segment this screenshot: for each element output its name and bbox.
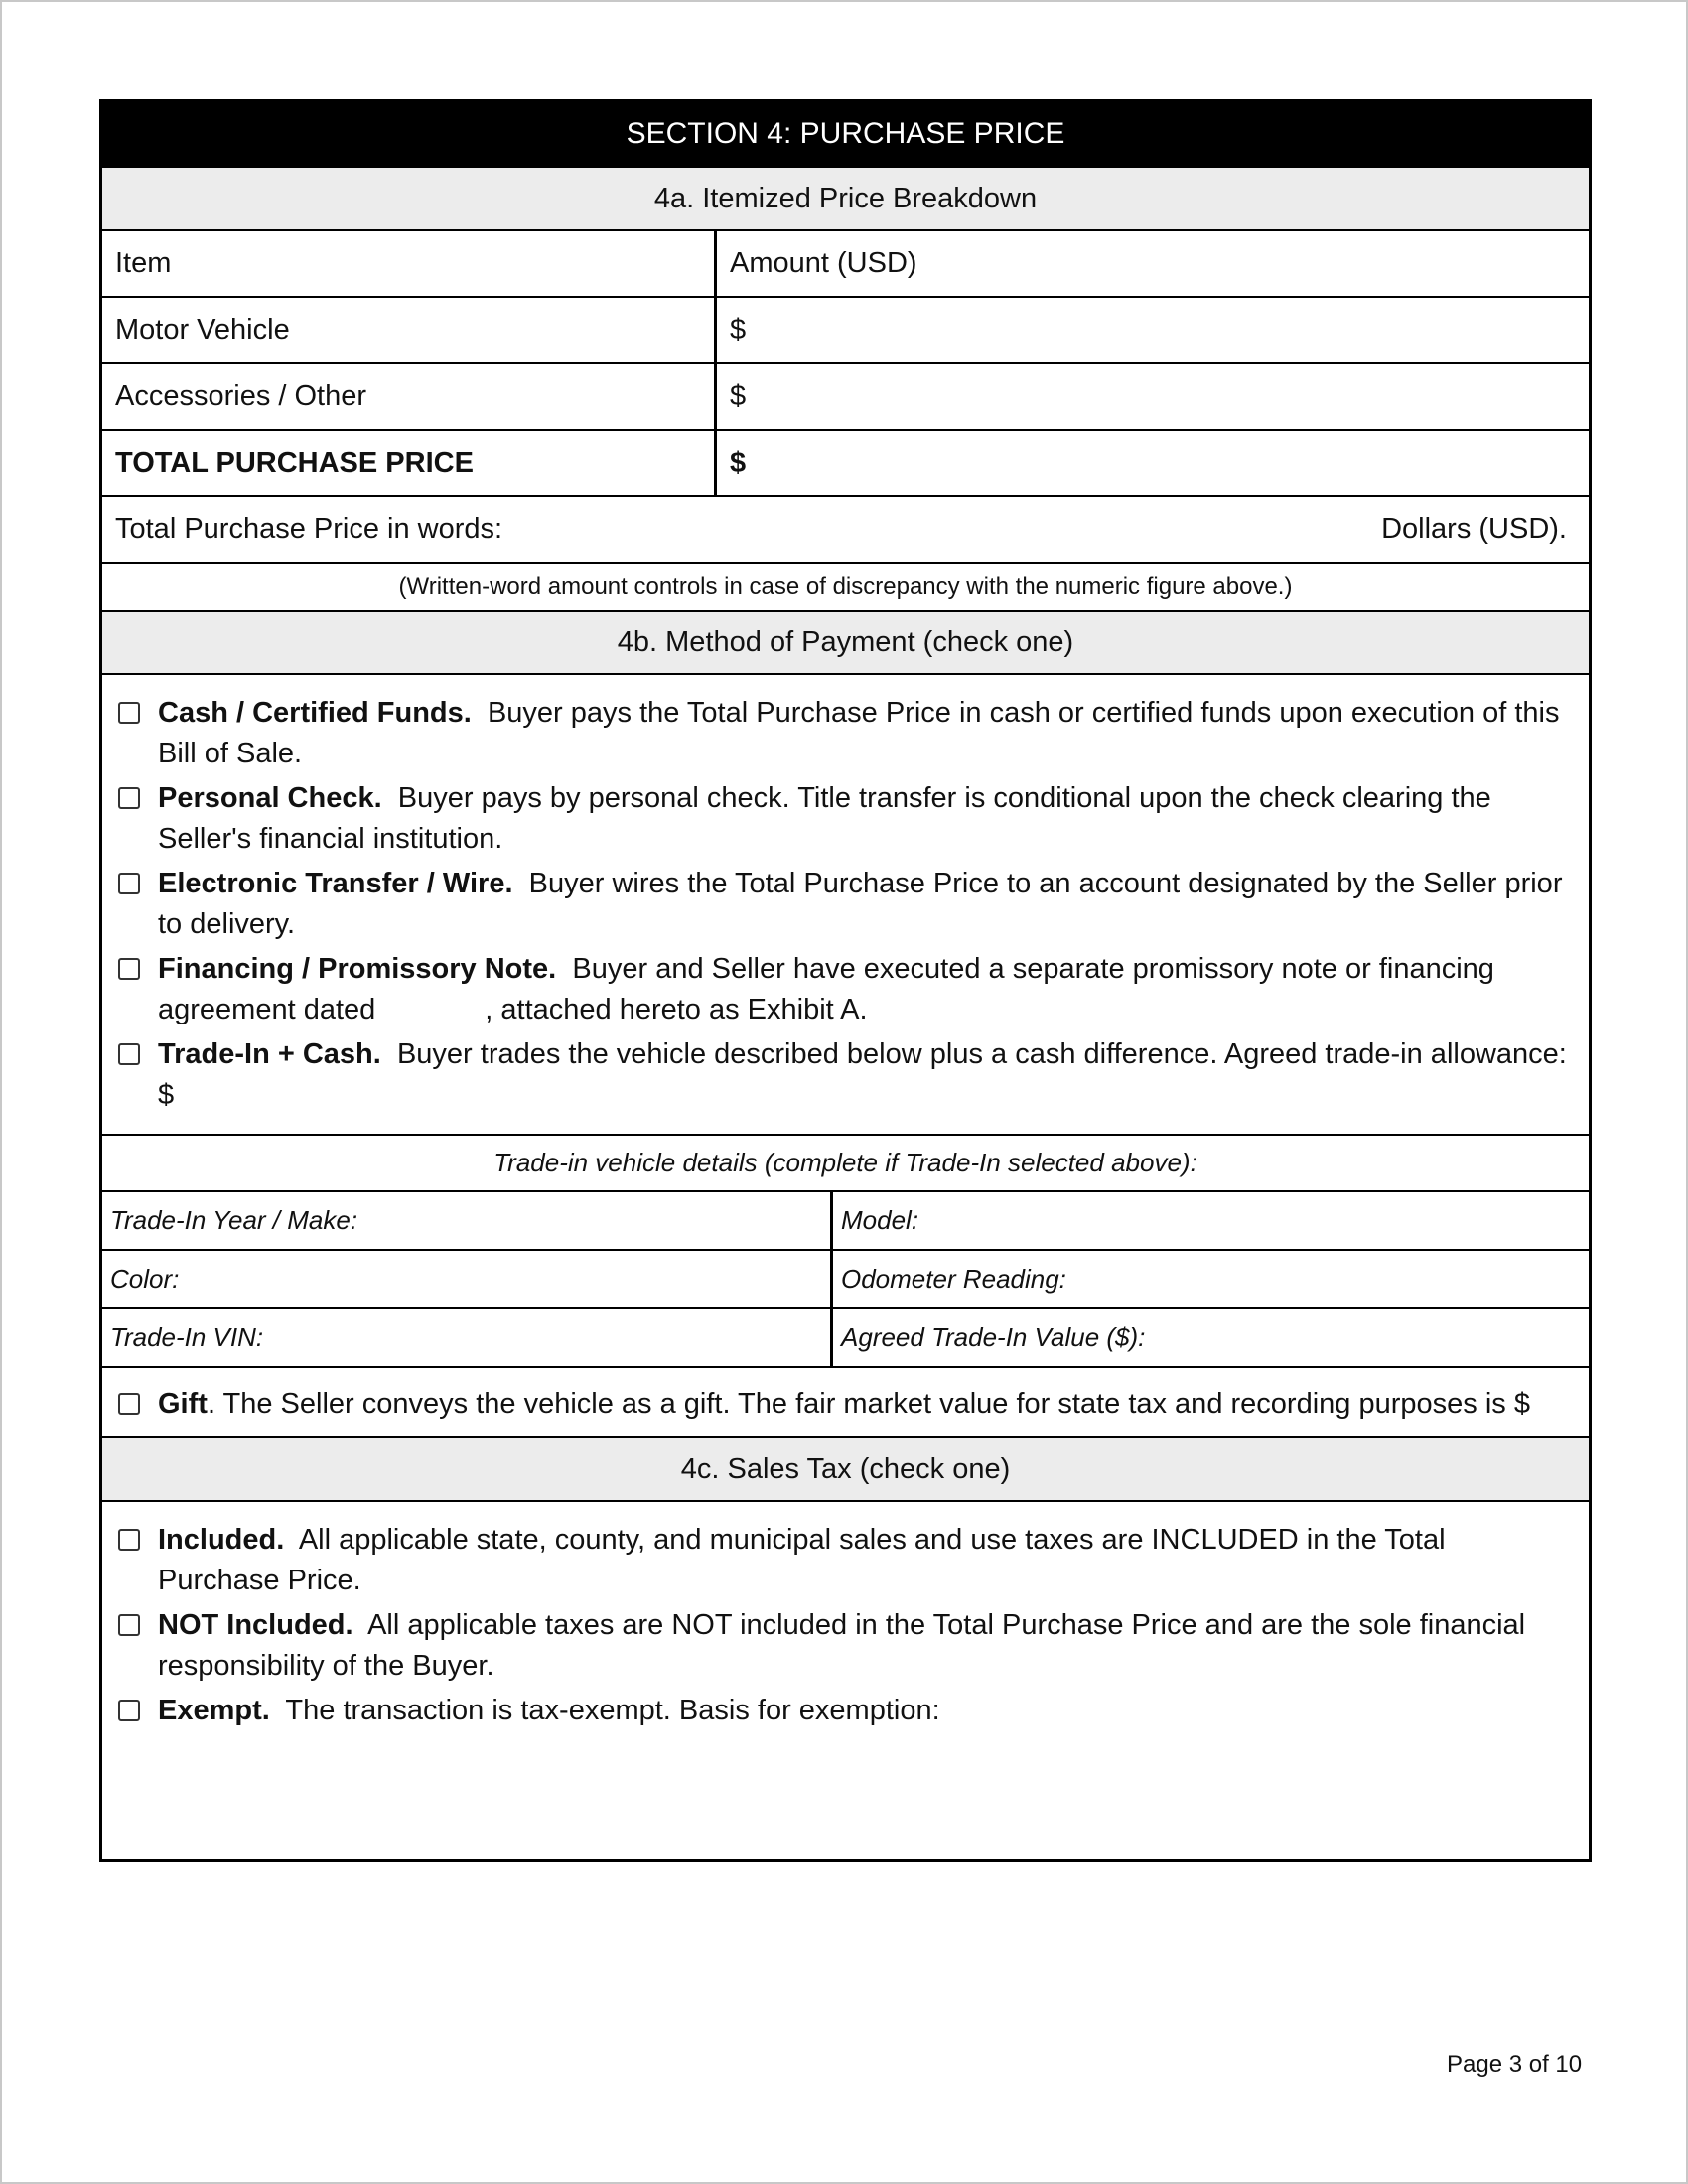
- option-label: Personal Check.: [158, 782, 382, 814]
- payment-heading: 4b. Method of Payment (check one): [102, 610, 1589, 673]
- purchase-price-form: [99, 99, 1592, 1862]
- sales-tax-options: [102, 1500, 1589, 1859]
- payment-option-trade-in: [118, 1034, 1575, 1116]
- option-label: Trade-In + Cash.: [158, 1038, 381, 1070]
- amount-column-header: Amount (USD): [730, 247, 917, 279]
- tax-option-included: [118, 1520, 1575, 1601]
- amount-field[interactable]: $: [730, 380, 747, 412]
- gift-option-row: [102, 1366, 1589, 1436]
- checkbox[interactable]: [118, 1529, 140, 1551]
- checkbox[interactable]: [118, 1700, 140, 1721]
- itemized-header-row: [102, 229, 1589, 296]
- discrepancy-note: (Written-word amount controls in case of discrepancy with the numeric figure above.): [102, 562, 1589, 610]
- sales-tax-heading: 4c. Sales Tax (check one): [102, 1436, 1589, 1500]
- checkbox[interactable]: [118, 1393, 140, 1415]
- section-title: SECTION 4: PURCHASE PRICE: [102, 102, 1589, 166]
- option-text: Buyer and Seller have executed a separate promissory note or financing agreement dated: [158, 953, 1494, 1025]
- trade-in-title: Trade-in vehicle details (complete if Trade-In selected above):: [102, 1134, 1589, 1190]
- option-label: Gift: [158, 1388, 208, 1420]
- price-in-words-label: Total Purchase Price in words:: [115, 513, 503, 545]
- price-in-words-suffix: Dollars (USD).: [1381, 513, 1567, 545]
- checkbox[interactable]: [118, 873, 140, 894]
- option-text: The transaction is tax-exempt. Basis for exemption:: [285, 1695, 940, 1726]
- item-cell: Motor Vehicle: [102, 298, 717, 362]
- tax-option-not-included: [118, 1605, 1575, 1687]
- option-text: . The Seller conveys the vehicle as a gift. The fair market value for state tax and recording purposes is $: [207, 1388, 1530, 1420]
- checkbox[interactable]: [118, 1614, 140, 1636]
- itemized-heading: 4a. Itemized Price Breakdown: [102, 166, 1589, 229]
- table-row: [102, 429, 1589, 495]
- payment-option-check: [118, 778, 1575, 860]
- payment-option-financing: [118, 949, 1575, 1030]
- payment-options: [102, 673, 1589, 1134]
- tax-option-exempt: [118, 1691, 1575, 1731]
- option-label: Electronic Transfer / Wire.: [158, 868, 513, 899]
- option-text: Buyer wires the Total Purchase Price to an account designated by the Seller prior to delivery.: [158, 868, 1563, 940]
- payment-option-gift: [118, 1384, 1575, 1425]
- option-label: NOT Included.: [158, 1609, 353, 1641]
- trade-in-value-field[interactable]: Agreed Trade-In Value ($):: [841, 1322, 1146, 1352]
- checkbox[interactable]: [118, 958, 140, 980]
- option-text: All applicable state, county, and municipal sales and use taxes are INCLUDED in the Total Purchase Price.: [158, 1524, 1446, 1596]
- trade-in-color-field[interactable]: Color:: [102, 1251, 833, 1307]
- option-text: Buyer trades the vehicle described below plus a cash difference. Agreed trade-in allowance: $: [158, 1038, 1567, 1111]
- checkbox[interactable]: [118, 702, 140, 724]
- trade-in-row: [102, 1190, 1589, 1249]
- total-amount-field[interactable]: $: [730, 447, 747, 478]
- total-item-cell: TOTAL PURCHASE PRICE: [102, 431, 717, 495]
- trade-in-row: [102, 1307, 1589, 1366]
- trade-in-row: [102, 1249, 1589, 1307]
- table-row: [102, 362, 1589, 429]
- option-label: Cash / Certified Funds.: [158, 697, 472, 729]
- option-text: Buyer pays the Total Purchase Price in cash or certified funds upon execution of this Bill of Sale.: [158, 697, 1560, 769]
- amount-field[interactable]: $: [730, 314, 747, 345]
- price-in-words-row: [102, 495, 1589, 562]
- option-label: Financing / Promissory Note.: [158, 953, 557, 985]
- trade-in-vin-field[interactable]: Trade-In VIN:: [102, 1309, 833, 1366]
- item-cell: Accessories / Other: [102, 364, 717, 429]
- page-number: Page 3 of 10: [1447, 2051, 1583, 2078]
- option-label: Exempt.: [158, 1695, 270, 1726]
- payment-option-wire: [118, 864, 1575, 945]
- item-column-header: Item: [102, 231, 717, 296]
- trade-in-odometer-field[interactable]: Odometer Reading:: [841, 1264, 1066, 1294]
- payment-option-cash: [118, 693, 1575, 774]
- option-text: Buyer pays by personal check. Title transfer is conditional upon the check clearing the Seller's financial institution.: [158, 782, 1491, 855]
- table-row: [102, 296, 1589, 362]
- option-label: Included.: [158, 1524, 285, 1556]
- checkbox[interactable]: [118, 787, 140, 809]
- option-text: All applicable taxes are NOT included in the Total Purchase Price and are the sole financial responsibility of the Buyer.: [158, 1609, 1526, 1682]
- trade-in-year-make-field[interactable]: Trade-In Year / Make:: [102, 1192, 833, 1249]
- option-text-after: , attached hereto as Exhibit A.: [485, 994, 868, 1025]
- trade-in-model-field[interactable]: Model:: [841, 1205, 919, 1235]
- checkbox[interactable]: [118, 1043, 140, 1065]
